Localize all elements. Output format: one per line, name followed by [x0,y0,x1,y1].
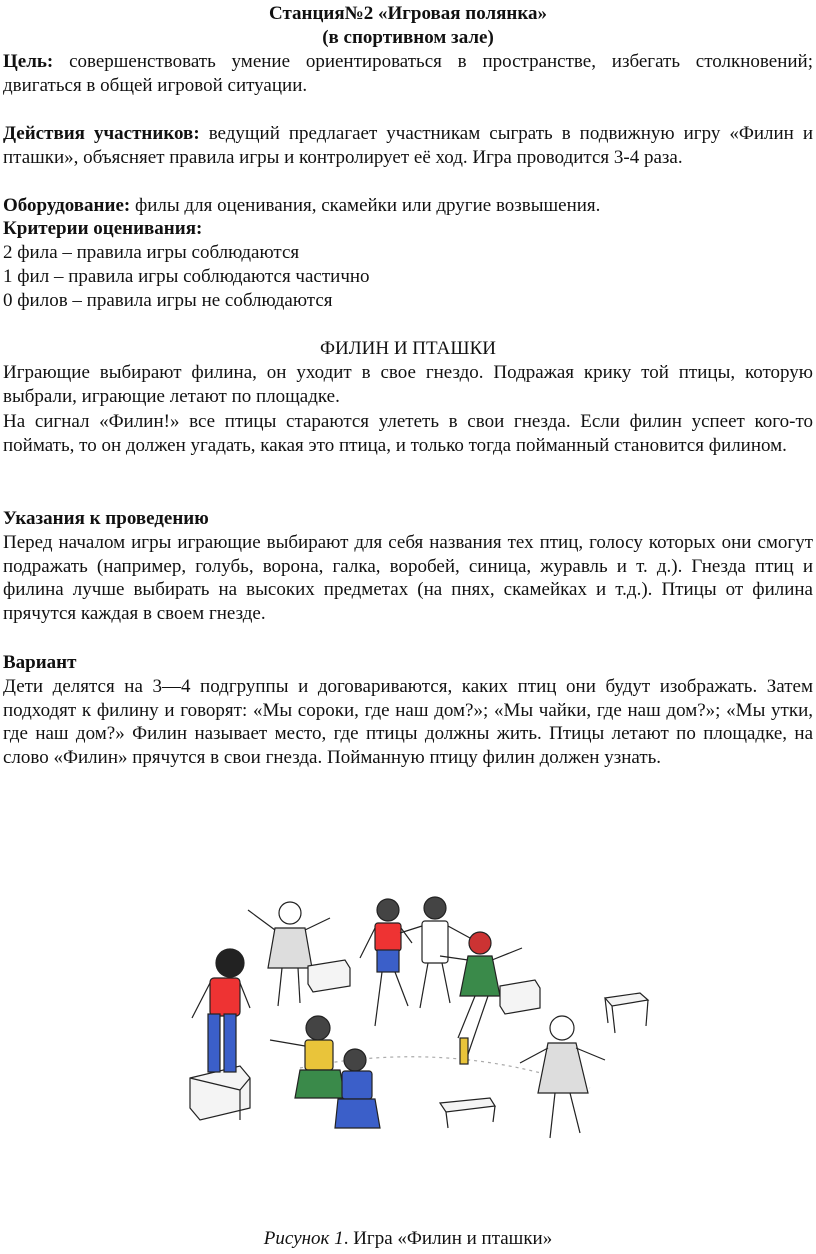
equipment-paragraph [3,194,813,218]
goal-text: совершенствовать умение ориентироваться в пространстве, избегать столкновений; двигаться в общей игровой ситуации. [3,51,813,96]
game-illustration [150,888,670,1158]
caption-text: . Игра «Филин и пташки» [343,1228,553,1249]
criteria-item: 0 филов – правила игры не соблюдаются [3,290,333,311]
criteria-label: Критерии оценивания: [3,218,203,239]
variant-paragraph: Дети делятся на 3—4 подгруппы и договариваются, каких птиц они будут изображать. Затем подходят к филину и говорят: «Мы сороки, где наш дом?»; «Мы чайки, где наш дом?»; «Мы утки, где наш дом?» Филин называет место, где птицы должны жить. Птицы летают по площадке, на слово «Филин» прячутся в свои гнезда. Пойманную птицу филин должен узнать. [3,676,813,768]
box-left [190,1066,250,1120]
actions-text: ведущий предлагает участникам сыграть в подвижную игру «Филин и пташки», объясняет правила игры и контролирует её ход. Игра проводится 3-4 раза. [3,123,814,168]
figure-caption [0,1228,816,1250]
instructions-paragraph: Перед началом игры играющие выбирают для себя названия тех птиц, голосу которых они смогут подражать (например, голубь, ворона, галка, воробей, синица, журавль и т. д.). Гнезда птиц и филина лучше выбирать на высоких предметах (на пнях, скамейках и т.д.). Птицы от филина прячутся каждая в своем гнезде. [3,532,813,624]
goal-paragraph [3,50,813,97]
game-paragraph-2: На сигнал «Филин!» все птицы стараются улететь в свои гнезда. Если филин успеет кого-то поймать, то он должен угадать, какая это птица, и только тогда пойманный становится филином. [3,411,813,456]
criteria-item: 2 фила – правила игры соблюдаются [3,242,300,263]
game-paragraph-1: Играющие выбирают филина, он уходит в свое гнездо. Подражая крику той птицы, которую выбрали, играющие летают по площадке. [3,362,813,407]
page-title: Станция№2 «Игровая полянка» [268,3,548,24]
bench [440,1098,495,1128]
child-owl [192,949,250,1072]
instructions-heading: Указания к проведению [3,508,209,529]
criteria-item: 1 фил – правила игры соблюдаются частично [3,266,370,287]
caption-prefix: Рисунок 1 [263,1228,344,1249]
child-girl-3 [520,1016,605,1138]
actions-paragraph [3,122,813,169]
goal-label: Цель: [3,51,54,72]
equipment-label: Оборудование: [3,195,131,216]
child-boy-red [360,899,412,1026]
child-boys-crouching [270,1016,380,1128]
game-heading: ФИЛИН И ПТАШКИ [320,338,496,359]
equipment-text: филы для оценивания, скамейки или другие возвышения. [134,195,601,216]
page-subtitle: (в спортивном зале) [322,27,494,48]
child-boy-white [400,897,470,1008]
variant-heading: Вариант [3,652,77,673]
stool [605,993,648,1033]
actions-label: Действия участников: [3,123,200,144]
